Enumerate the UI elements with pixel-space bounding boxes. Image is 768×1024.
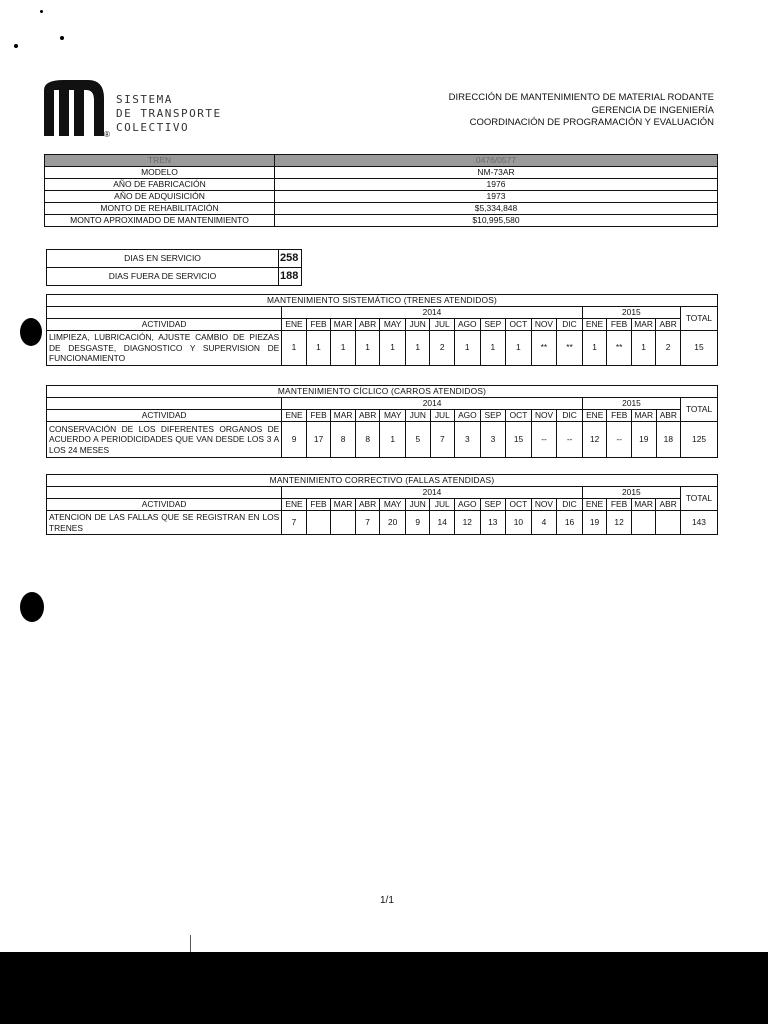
- month-header: ABR: [355, 319, 380, 331]
- header-line: DIRECCIÓN DE MANTENIMIENTO DE MATERIAL RODANTE: [448, 92, 714, 103]
- total-value: 125: [681, 422, 718, 458]
- scan-speck: [14, 44, 18, 48]
- month-value: 1: [380, 331, 406, 366]
- month-header: ENE: [282, 410, 307, 422]
- logo-line: SISTEMA: [116, 93, 173, 106]
- total-value: 15: [680, 331, 717, 366]
- month-header: AGO: [454, 319, 480, 331]
- month-header: SEP: [480, 319, 506, 331]
- month-header: FEB: [306, 410, 331, 422]
- month-header: MAR: [632, 410, 657, 422]
- blank-cell: [47, 398, 282, 410]
- month-value: --: [531, 422, 557, 458]
- activity-header: ACTIVIDAD: [47, 319, 282, 331]
- month-header: MAR: [631, 499, 656, 511]
- month-header: DIC: [557, 319, 583, 331]
- page-number: 1/1: [380, 895, 394, 906]
- month-header: JUN: [406, 410, 431, 422]
- month-header: JUN: [405, 499, 430, 511]
- month-header: ENE: [282, 319, 307, 331]
- month-header: ABR: [355, 410, 380, 422]
- month-header: MAR: [631, 319, 656, 331]
- logo-wordmark: [116, 93, 222, 135]
- month-value: **: [607, 331, 632, 366]
- header-block: [449, 92, 714, 130]
- month-header: FEB: [306, 319, 331, 331]
- month-value: **: [531, 331, 557, 366]
- info-label: AÑO DE FABRICACIÓN: [45, 179, 275, 191]
- month-header: ENE: [582, 499, 607, 511]
- scan-speck: [40, 10, 43, 13]
- month-value: 1: [506, 331, 532, 366]
- month-value: 7: [282, 511, 307, 535]
- month-value: 3: [455, 422, 481, 458]
- section-title: MANTENIMIENTO CÍCLICO (CARROS ATENDIDOS): [47, 386, 718, 398]
- info-label: AÑO DE ADQUISICIÓN: [45, 191, 275, 203]
- days-out-of-service-label: DIAS FUERA DE SERVICIO: [47, 268, 279, 286]
- month-header: FEB: [607, 410, 632, 422]
- month-header: ENE: [582, 319, 607, 331]
- section-title: MANTENIMIENTO SISTEMÁTICO (TRENES ATENDIDOS): [47, 295, 718, 307]
- month-value: 1: [582, 331, 607, 366]
- year-2014: 2014: [282, 487, 583, 499]
- month-value: 13: [480, 511, 506, 535]
- tren-value: 0476/0577: [275, 155, 718, 167]
- month-header: ENE: [282, 499, 307, 511]
- header-line: COORDINACIÓN DE PROGRAMACIÓN Y EVALUACIÓN: [469, 117, 714, 128]
- month-value: 18: [656, 422, 681, 458]
- total-value: 143: [680, 511, 717, 535]
- month-header: NOV: [531, 499, 557, 511]
- month-value: [656, 511, 681, 535]
- month-header: SEP: [480, 499, 506, 511]
- month-value: 1: [380, 422, 406, 458]
- month-header: AGO: [454, 499, 480, 511]
- logo-line: DE TRANSPORTE: [116, 107, 222, 120]
- month-value: --: [557, 422, 583, 458]
- month-value: 1: [331, 331, 356, 366]
- info-value: 1973: [275, 191, 718, 203]
- month-value: 16: [557, 511, 583, 535]
- scan-line: [190, 935, 191, 953]
- month-value: 1: [631, 331, 656, 366]
- total-header: TOTAL: [680, 307, 717, 331]
- blank-cell: [47, 307, 282, 319]
- month-value: **: [557, 331, 583, 366]
- train-info-table: [44, 154, 718, 227]
- month-value: 12: [607, 511, 632, 535]
- info-label: MONTO APROXIMADO DE MANTENIMIENTO: [45, 215, 275, 227]
- header-line: GERENCIA DE INGENIERÍA: [591, 104, 714, 116]
- month-value: 17: [306, 422, 331, 458]
- month-value: [331, 511, 356, 535]
- info-value: NM-73AR: [275, 167, 718, 179]
- month-value: 14: [430, 511, 455, 535]
- punch-hole-mark: [20, 318, 42, 346]
- scan-speck: [60, 36, 64, 40]
- month-header: MAY: [380, 410, 406, 422]
- month-value: 1: [454, 331, 480, 366]
- month-header: MAY: [380, 319, 406, 331]
- year-2015: 2015: [582, 487, 680, 499]
- year-2015: 2015: [582, 307, 680, 319]
- month-header: SEP: [480, 410, 506, 422]
- month-header: ENE: [582, 410, 607, 422]
- month-header: OCT: [506, 499, 532, 511]
- activity-header: ACTIVIDAD: [47, 499, 282, 511]
- month-value: 20: [380, 511, 406, 535]
- month-header: JUL: [430, 499, 455, 511]
- month-value: [631, 511, 656, 535]
- info-label: MONTO DE REHABILITACIÓN: [45, 203, 275, 215]
- month-header: ABR: [355, 499, 380, 511]
- month-value: --: [607, 422, 632, 458]
- info-value: 1976: [275, 179, 718, 191]
- year-2015: 2015: [582, 398, 680, 410]
- scan-bottom-border: [0, 952, 768, 1024]
- activity-description: CONSERVACIÓN DE LOS DIFERENTES ORGANOS DE ACUERDO A PERIODICIDADES QUE VAN DESDE LOS 3 A LOS 24 MESES: [47, 422, 282, 458]
- month-value: 8: [355, 422, 380, 458]
- month-value: [306, 511, 331, 535]
- month-header: NOV: [531, 410, 557, 422]
- section-title: MANTENIMIENTO CORRECTIVO (FALLAS ATENDIDAS): [47, 475, 718, 487]
- logo-line: COLECTIVO: [116, 121, 190, 134]
- month-value: 2: [656, 331, 681, 366]
- year-2014: 2014: [282, 307, 583, 319]
- month-header: DIC: [557, 410, 583, 422]
- activity-header: ACTIVIDAD: [47, 410, 282, 422]
- month-header: OCT: [506, 410, 532, 422]
- month-value: 4: [531, 511, 557, 535]
- month-header: ABR: [656, 410, 681, 422]
- month-value: 1: [282, 331, 307, 366]
- stc-metro-logo-icon: [44, 80, 108, 136]
- systematic-maintenance-table: [46, 294, 718, 366]
- month-header: DIC: [557, 499, 583, 511]
- month-header: MAY: [380, 499, 406, 511]
- registered-mark: ®: [104, 130, 110, 139]
- month-header: MAR: [331, 499, 356, 511]
- blank-cell: [47, 487, 282, 499]
- month-value: 1: [306, 331, 331, 366]
- info-value: $10,995,580: [275, 215, 718, 227]
- total-header: TOTAL: [681, 398, 718, 422]
- info-label: MODELO: [45, 167, 275, 179]
- days-out-of-service-value: 188: [279, 268, 302, 286]
- month-value: 9: [282, 422, 307, 458]
- month-value: 19: [582, 511, 607, 535]
- info-value: $5,334,848: [275, 203, 718, 215]
- year-2014: 2014: [282, 398, 583, 410]
- tren-label: TREN: [45, 155, 275, 167]
- month-header: JUL: [430, 319, 455, 331]
- month-header: FEB: [607, 319, 632, 331]
- month-header: MAR: [331, 319, 356, 331]
- month-value: 15: [506, 422, 532, 458]
- month-value: 2: [430, 331, 455, 366]
- month-value: 1: [355, 331, 380, 366]
- month-value: 7: [430, 422, 455, 458]
- month-header: MAR: [331, 410, 356, 422]
- month-header: ABR: [656, 499, 681, 511]
- month-value: 3: [480, 422, 506, 458]
- punch-hole-mark: [20, 592, 44, 622]
- month-header: OCT: [506, 319, 532, 331]
- month-value: 8: [331, 422, 356, 458]
- days-in-service-label: DIAS EN SERVICIO: [47, 250, 279, 268]
- month-value: 12: [582, 422, 607, 458]
- days-in-service-value: 258: [279, 250, 302, 268]
- activity-description: LIMPIEZA, LUBRICACIÓN, AJUSTE CAMBIO DE PIEZAS DE DESGASTE, DIAGNOSTICO Y SUPERVISION DE FUNCIONAMIENTO: [47, 331, 282, 366]
- month-value: 19: [632, 422, 657, 458]
- month-header: JUN: [405, 319, 430, 331]
- corrective-maintenance-table: [46, 474, 718, 535]
- month-value: 7: [355, 511, 380, 535]
- month-value: 12: [454, 511, 480, 535]
- service-days-table: [46, 249, 302, 286]
- total-header: TOTAL: [680, 487, 717, 511]
- month-header: NOV: [531, 319, 557, 331]
- month-value: 1: [480, 331, 506, 366]
- month-header: FEB: [607, 499, 632, 511]
- month-value: 9: [405, 511, 430, 535]
- month-header: ABR: [656, 319, 681, 331]
- cyclic-maintenance-table: [46, 385, 718, 458]
- activity-description: ATENCION DE LAS FALLAS QUE SE REGISTRAN EN LOS TRENES: [47, 511, 282, 535]
- month-value: 10: [506, 511, 532, 535]
- month-value: 1: [405, 331, 430, 366]
- month-header: AGO: [455, 410, 481, 422]
- month-header: JUL: [430, 410, 455, 422]
- month-header: FEB: [306, 499, 331, 511]
- month-value: 5: [406, 422, 431, 458]
